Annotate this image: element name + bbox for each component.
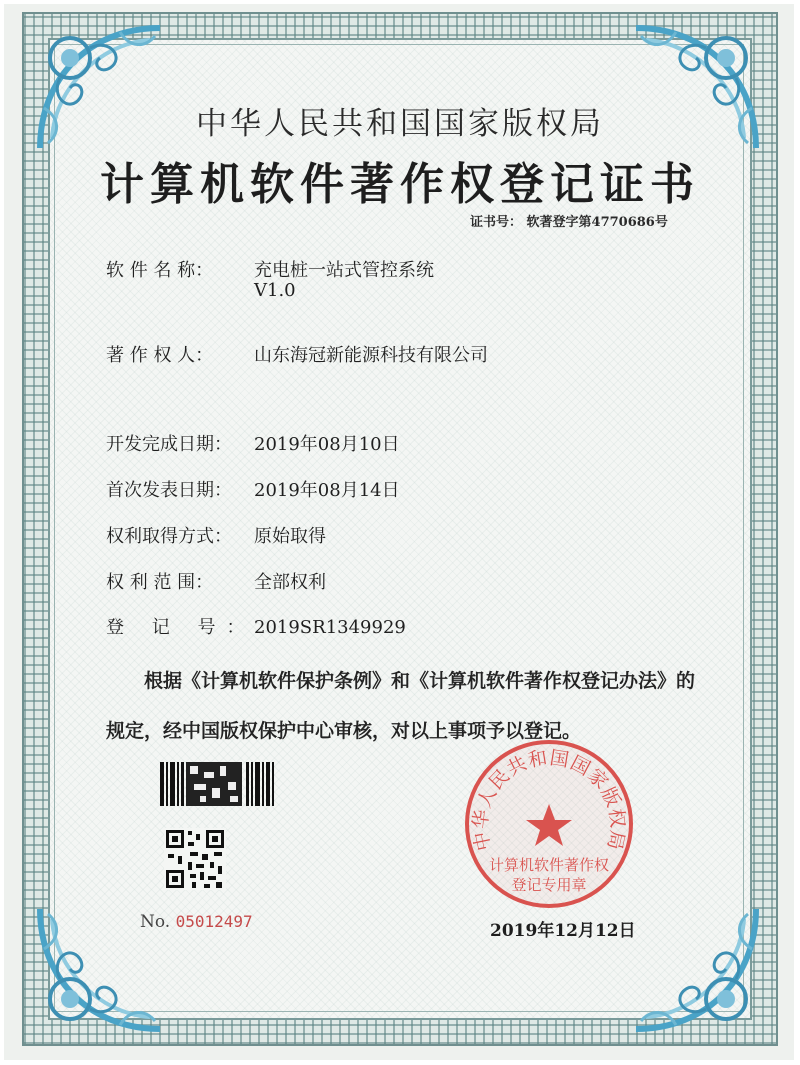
- seal-outer-text: 中华人民共和国国家版权局: [470, 747, 628, 853]
- field-value: 充电桩一站式管控系统: [254, 260, 434, 281]
- certificate-number: 证书号： 软著登字第4770686号: [470, 215, 668, 230]
- field-value: 山东海冠新能源科技有限公司: [254, 345, 488, 366]
- serial-value: 05012497: [175, 912, 253, 931]
- field-label: 权利取得方式：: [106, 526, 232, 547]
- field-value: 原始取得: [254, 526, 326, 547]
- corner-ornament-icon: [626, 899, 766, 1039]
- issuer-title: 中华人民共和国国家版权局: [196, 106, 604, 142]
- field-value: 2019SR1349929: [254, 617, 406, 638]
- declaration-line-1: 根据《计算机软件保护条例》和《计算机软件著作权登记办法》的: [144, 670, 696, 692]
- serial-prefix: No.: [140, 912, 171, 932]
- field-acquire-method: [106, 522, 326, 548]
- official-seal-icon: [463, 738, 635, 910]
- seal-inner-line-2: 登记专用章: [511, 878, 587, 894]
- seal-inner-line-1: 计算机软件著作权: [488, 858, 610, 874]
- field-dev-date: [106, 430, 400, 456]
- field-label: 权 利 范 围：: [106, 572, 214, 593]
- field-software-version: V1.0: [254, 280, 296, 301]
- barcode-icon: [160, 762, 278, 806]
- issue-date: 2019年12月12日: [490, 921, 636, 941]
- field-value: 2019年08月10日: [254, 434, 400, 455]
- certificate-title: 计算机软件著作权登记证书: [100, 159, 700, 210]
- field-rights-scope: [106, 568, 326, 594]
- field-label: 软 件 名 称：: [106, 260, 214, 281]
- field-label: 著 作 权 人：: [106, 345, 214, 366]
- field-label: 登 记 号：: [106, 617, 256, 638]
- serial-number: [140, 912, 253, 932]
- field-reg-number: [106, 613, 406, 639]
- field-owner: [106, 341, 488, 367]
- field-label: 首次发表日期：: [106, 480, 232, 501]
- field-value: 2019年08月14日: [254, 480, 400, 501]
- declaration-line-2: 规定，经中国版权保护中心审核，对以上事项予以登记。: [106, 720, 582, 742]
- field-value: 全部权利: [254, 572, 326, 593]
- qr-code-icon: [164, 828, 226, 890]
- field-software-name: [106, 256, 434, 282]
- field-publish-date: [106, 476, 400, 502]
- field-label: 开发完成日期：: [106, 434, 232, 455]
